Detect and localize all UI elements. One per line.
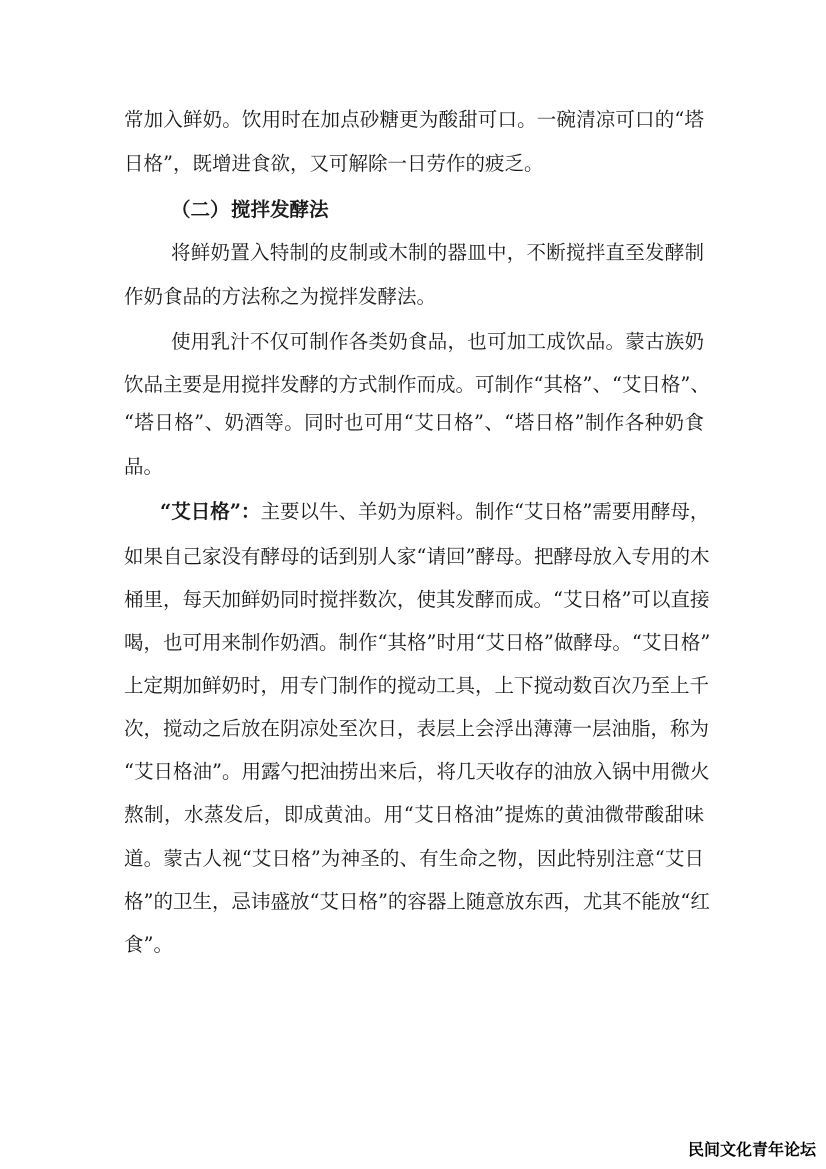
body-text-line: 格”的卫生，忌讳盛放“艾日格”的容器上随意放东西，尤其不能放“红 — [124, 890, 710, 913]
body-text-line: 上定期加鲜奶时，用专门制作的搅动工具，上下搅动数百次乃至上千 — [124, 674, 710, 697]
body-text-line: 使用乳汁不仅可制作各类奶食品，也可加工成饮品。蒙古族奶 — [171, 330, 704, 353]
body-text-line: 次，搅动之后放在阴凉处至次日，表层上会浮出薄薄一层油脂，称为 — [124, 717, 710, 740]
body-text-line: “塔日格”、奶酒等。同时也可用“艾日格”、“塔日格”制作各种奶食 — [124, 411, 704, 434]
body-text-line: 作奶食品的方法称之为搅拌发酵法。 — [124, 285, 437, 308]
term-label: “艾日格”： — [160, 500, 261, 523]
footer-watermark: 民间文化青年论坛 — [687, 1140, 816, 1159]
body-text-line: 常加入鲜奶。饮用时在加点砂糖更为酸甜可口。一碗清凉可口的“塔 — [124, 108, 704, 131]
body-text-line: “艾日格油”。用露勺把油捞出来后，将几天收存的油放入锅中用微火 — [124, 760, 710, 783]
body-text-line: 桶里，每天加鲜奶同时搅拌数次，使其发酵而成。“艾日格”可以直接 — [124, 588, 710, 611]
body-text-line: 喝，也可用来制作奶酒。制作“其格”时用“艾日格”做酵母。“艾日格” — [124, 631, 711, 654]
section-title: 搅拌发酵法 — [231, 198, 329, 221]
body-text-line: 食”。 — [124, 933, 173, 956]
body-text-line: 如果自己家没有酵母的话到别人家“请回”酵母。把酵母放入专用的木 — [124, 545, 710, 568]
body-text-line: 熬制，水蒸发后，即成黄油。用“艾日格油”提炼的黄油微带酸甜味 — [124, 803, 704, 826]
section-heading — [171, 198, 329, 222]
body-text-span: 主要以牛、羊奶为原料。制作“艾日格”需要用酵母， — [260, 500, 710, 523]
section-number: （二） — [171, 198, 230, 221]
body-text-line: 日格”，既增进食欲，又可解除一日劳作的疲乏。 — [124, 152, 544, 175]
body-text-line: 道。蒙古人视“艾日格”为神圣的、有生命之物，因此特别注意“艾日 — [124, 847, 704, 870]
body-text-line — [160, 500, 710, 524]
body-text-line: 品。 — [124, 455, 164, 478]
body-text-line: 饮品主要是用搅拌发酵的方式制作而成。可制作“其格”、“艾日格”、 — [124, 373, 710, 396]
body-text-line: 将鲜奶置入特制的皮制或木制的器皿中，不断搅拌直至发酵制 — [171, 241, 704, 264]
